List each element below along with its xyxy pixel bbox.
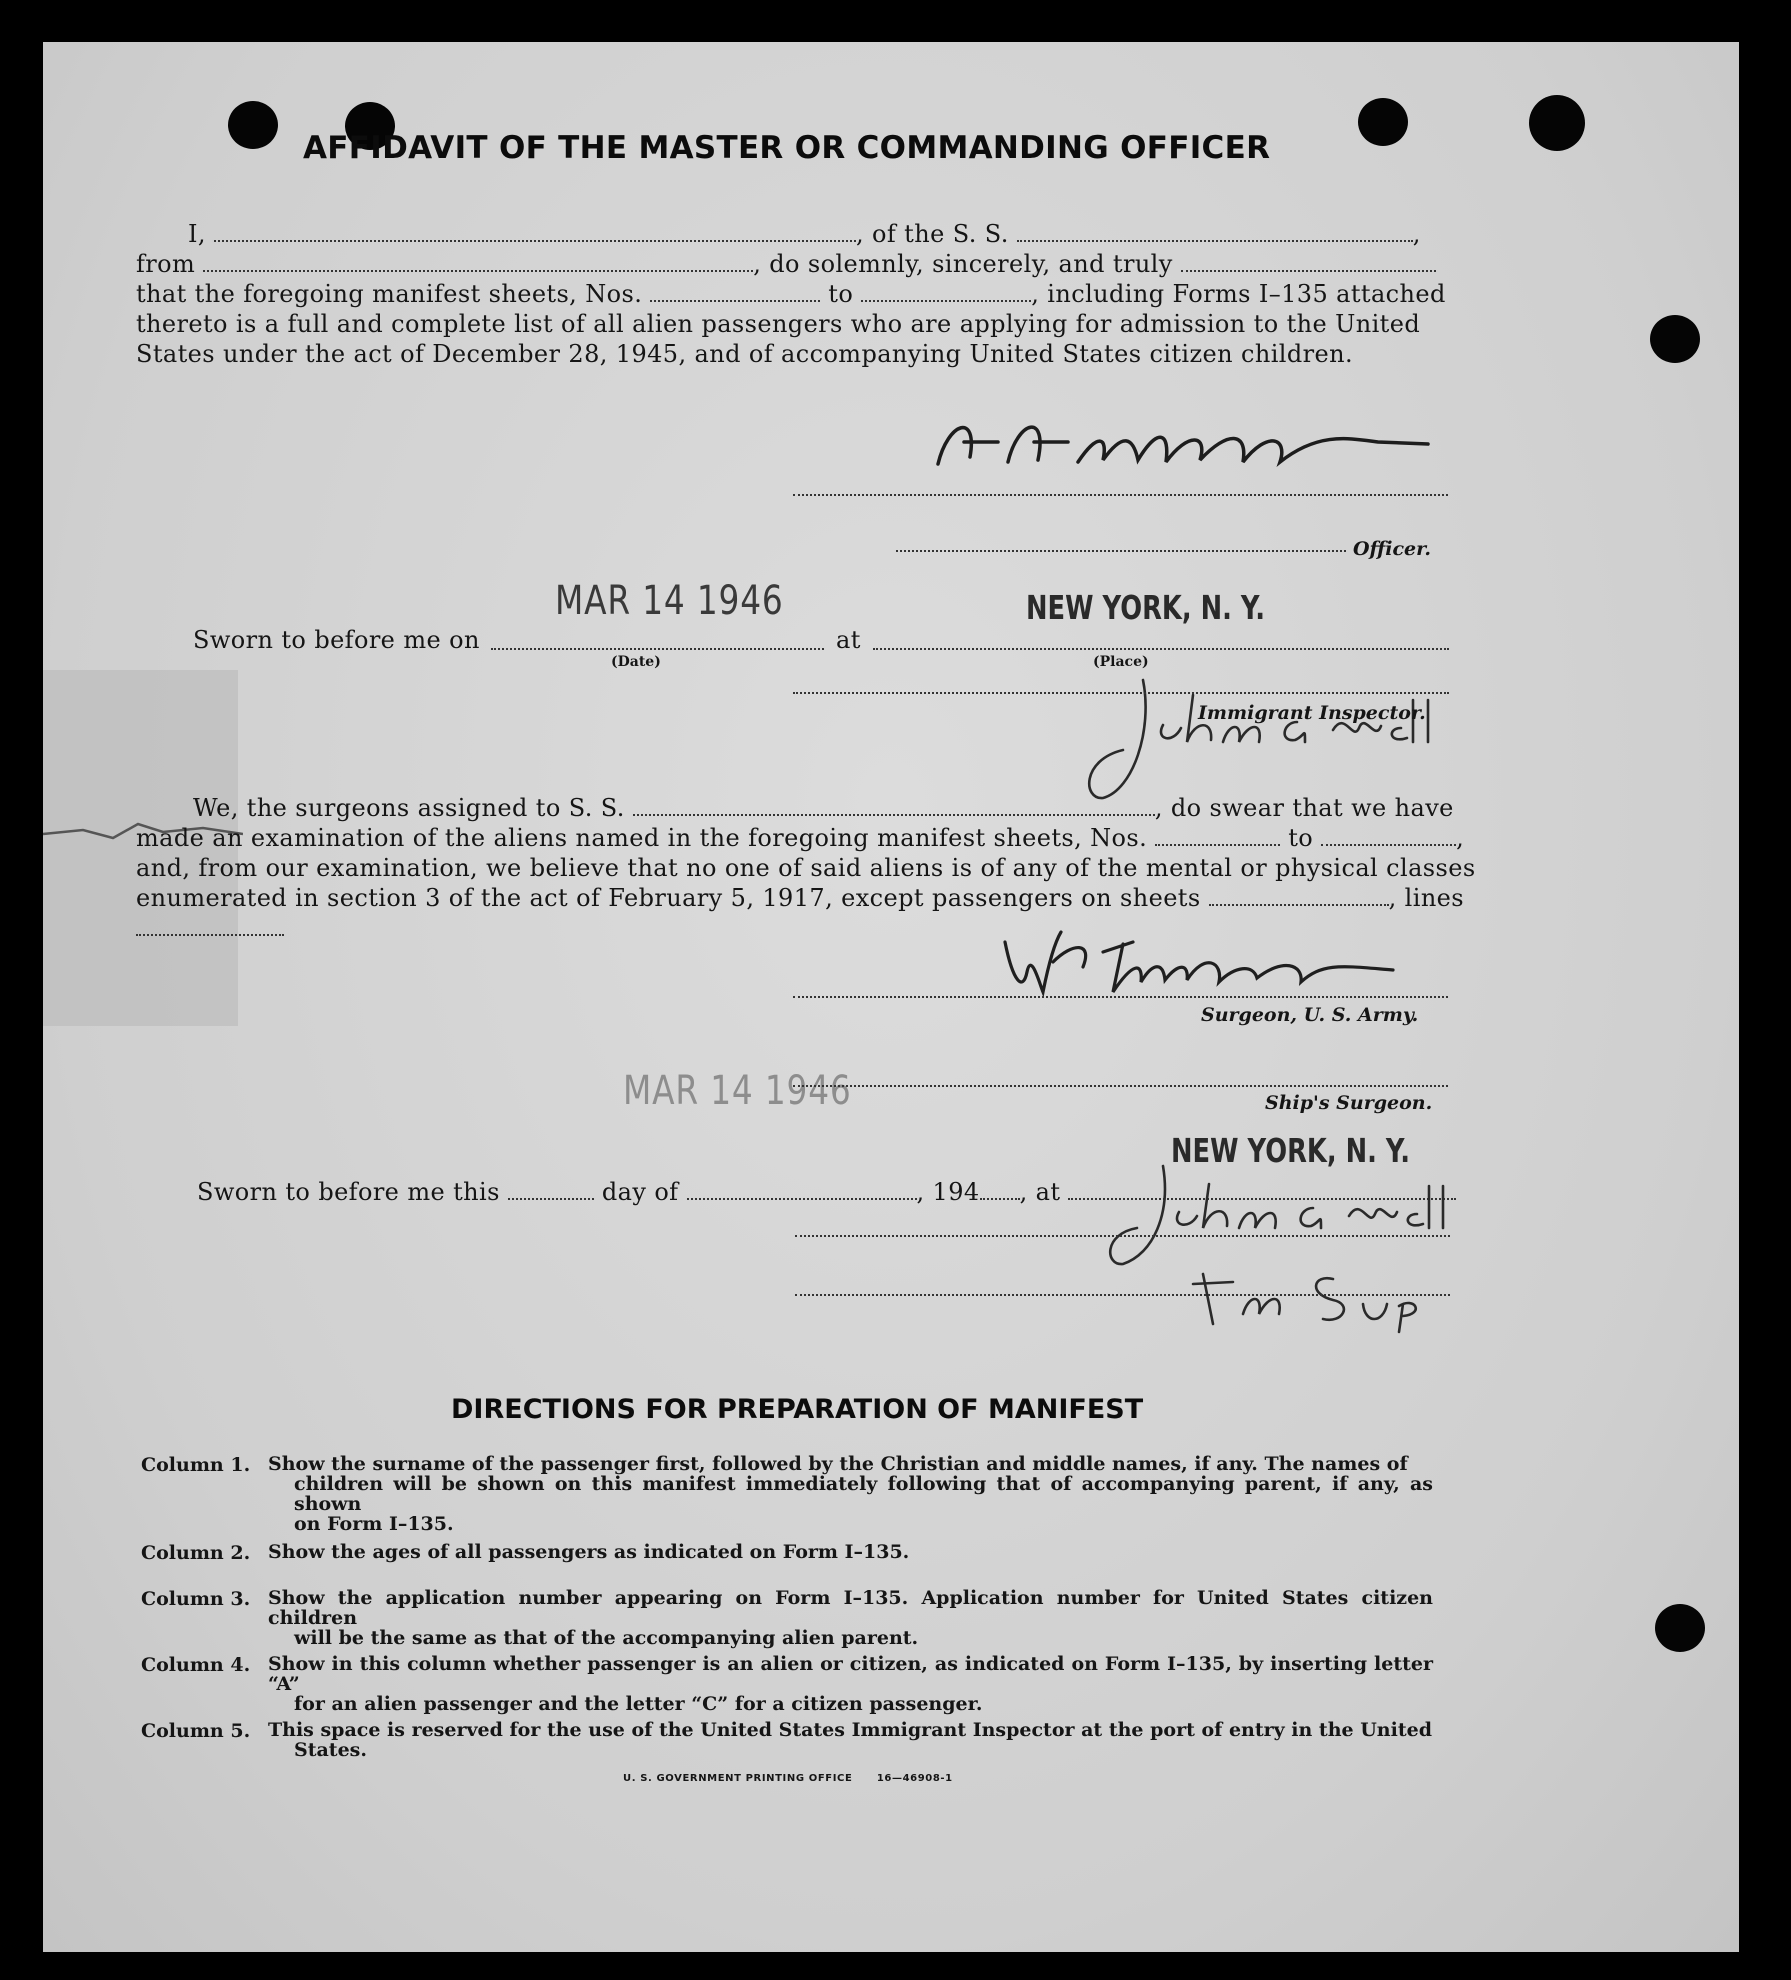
year-blank xyxy=(980,1190,1020,1200)
column-text: Show the surname of the passenger first, followed by the Christian and middle names, if any. The names of children will be shown on this manifest immediately following that of accompanying parent, if any, as shown on Form I–135. xyxy=(268,1453,1433,1535)
officer-signature xyxy=(908,402,1448,482)
surgeons-line-4: enumerated in section 3 of the act of February 5, 1917, except passengers on sheets , lines xyxy=(136,884,1464,912)
affidavit-line-2: from , do solemnly, sincerely, and truly xyxy=(136,250,1436,278)
column-label: Column 3. xyxy=(141,1588,251,1610)
surgeons-line-1: We, the surgeons assigned to S. S. , do swear that we have xyxy=(193,794,1454,822)
inspector-caption: Immigrant Inspector. xyxy=(1198,702,1426,724)
from-blank xyxy=(203,262,753,272)
punch-hole xyxy=(1529,95,1585,151)
place-stamp: NEW YORK, N. Y. xyxy=(1026,588,1266,627)
officer-signature-line xyxy=(793,494,1448,496)
affidavit-line-3: that the foregoing manifest sheets, Nos. to , including Forms I–135 attached xyxy=(136,280,1446,308)
sheet-to-blank xyxy=(861,292,1031,302)
affidavit-line-1: I, , of the S. S. , xyxy=(188,220,1421,248)
month-blank xyxy=(687,1190,917,1200)
column-label: Column 5. xyxy=(141,1720,251,1742)
army-surgeon-caption: Surgeon, U. S. Army. xyxy=(1201,1004,1419,1026)
column-label: Column 1. xyxy=(141,1454,251,1476)
surgeons-line-2: made an examination of the aliens named in the foregoing manifest sheets, Nos. to , xyxy=(136,824,1465,852)
date-stamp: MAR 14 1946 xyxy=(555,578,784,624)
date-blank xyxy=(491,648,824,650)
sworn-line-2: Sworn to before me this day of , 194 , at xyxy=(197,1178,1456,1206)
inspector-line-2a xyxy=(795,1235,1450,1237)
inspector-line-2b xyxy=(795,1294,1450,1296)
column-text: Show the ages of all passengers as indicated on Form I–135. xyxy=(268,1541,910,1563)
affidavit-line-4: thereto is a full and complete list of all alien passengers who are applying for admission to the United xyxy=(136,310,1421,338)
direction-column-2 xyxy=(141,1542,1461,1566)
exam-sheet-from-blank xyxy=(1155,836,1280,846)
affidavit-line-5: States under the act of December 28, 1945, and of accompanying United States citizen children. xyxy=(136,340,1353,368)
day-blank xyxy=(508,1190,594,1200)
surgeons-line-3: and, from our examination, we believe that no one of said aliens is of any of the mental or physical classes xyxy=(136,854,1476,882)
punch-hole xyxy=(1358,98,1408,146)
oath-blank xyxy=(1181,262,1436,272)
inspector-signature-line xyxy=(793,692,1449,694)
direction-column-5 xyxy=(141,1720,1461,1764)
column-text: This space is reserved for the use of the United States Immigrant Inspector at the port of entry in the United States. xyxy=(268,1719,1432,1761)
ship-blank xyxy=(1017,232,1413,242)
column-label: Column 4. xyxy=(141,1654,251,1676)
direction-column-1 xyxy=(141,1453,1461,1535)
sworn-at: at xyxy=(836,626,861,654)
place-stamp-2: NEW YORK, N. Y. xyxy=(1171,1131,1411,1170)
column-text: Show the application number appearing on Form I–135. Application number for United States citizen children will be the same as that of the accompanying alien parent. xyxy=(268,1587,1433,1649)
place-blank xyxy=(873,648,1449,650)
date-caption: (Date) xyxy=(611,654,661,670)
punch-hole xyxy=(1655,1604,1705,1652)
column-text: Show in this column whether passenger is an alien or citizen, as indicated on Form I–135, by inserting letter “A” for an alien passenger and the letter “C” for a citizen passenger. xyxy=(268,1653,1433,1715)
punch-hole xyxy=(228,101,278,149)
army-surgeon-line xyxy=(793,996,1448,998)
place-caption: (Place) xyxy=(1093,654,1149,670)
surgeon-signature xyxy=(983,922,1423,1002)
exam-sheet-to-blank xyxy=(1321,836,1456,846)
affidavit-title: AFFIDAVIT OF THE MASTER OR COMMANDING OFFICER xyxy=(303,130,1271,166)
surgeon-ship-blank xyxy=(633,806,1155,816)
column-label: Column 2. xyxy=(141,1542,251,1564)
directions-title: DIRECTIONS FOR PREPARATION OF MANIFEST xyxy=(451,1394,1144,1425)
name-blank xyxy=(214,232,856,242)
inspector-signature-2 xyxy=(1103,1154,1463,1334)
direction-column-4 xyxy=(141,1653,1461,1715)
sworn-label: Sworn to before me on xyxy=(193,626,480,654)
except-sheets-blank xyxy=(1209,896,1389,906)
printer-imprint: U. S. GOVERNMENT PRINTING OFFICE 16—46908-1 xyxy=(623,1773,953,1784)
officer-title-line xyxy=(896,550,1346,552)
sheet-from-blank xyxy=(650,292,820,302)
officer-caption: Officer. xyxy=(1353,538,1432,560)
faded-date-stamp: MAR 14 1946 xyxy=(623,1068,852,1114)
ship-surgeon-line xyxy=(793,1085,1448,1087)
document-page xyxy=(43,42,1739,1952)
lines-blank xyxy=(136,934,284,936)
ship-surgeon-caption: Ship's Surgeon. xyxy=(1265,1092,1433,1114)
direction-column-3 xyxy=(141,1587,1461,1649)
punch-hole xyxy=(1650,315,1700,363)
inspector-signature xyxy=(1083,670,1463,810)
